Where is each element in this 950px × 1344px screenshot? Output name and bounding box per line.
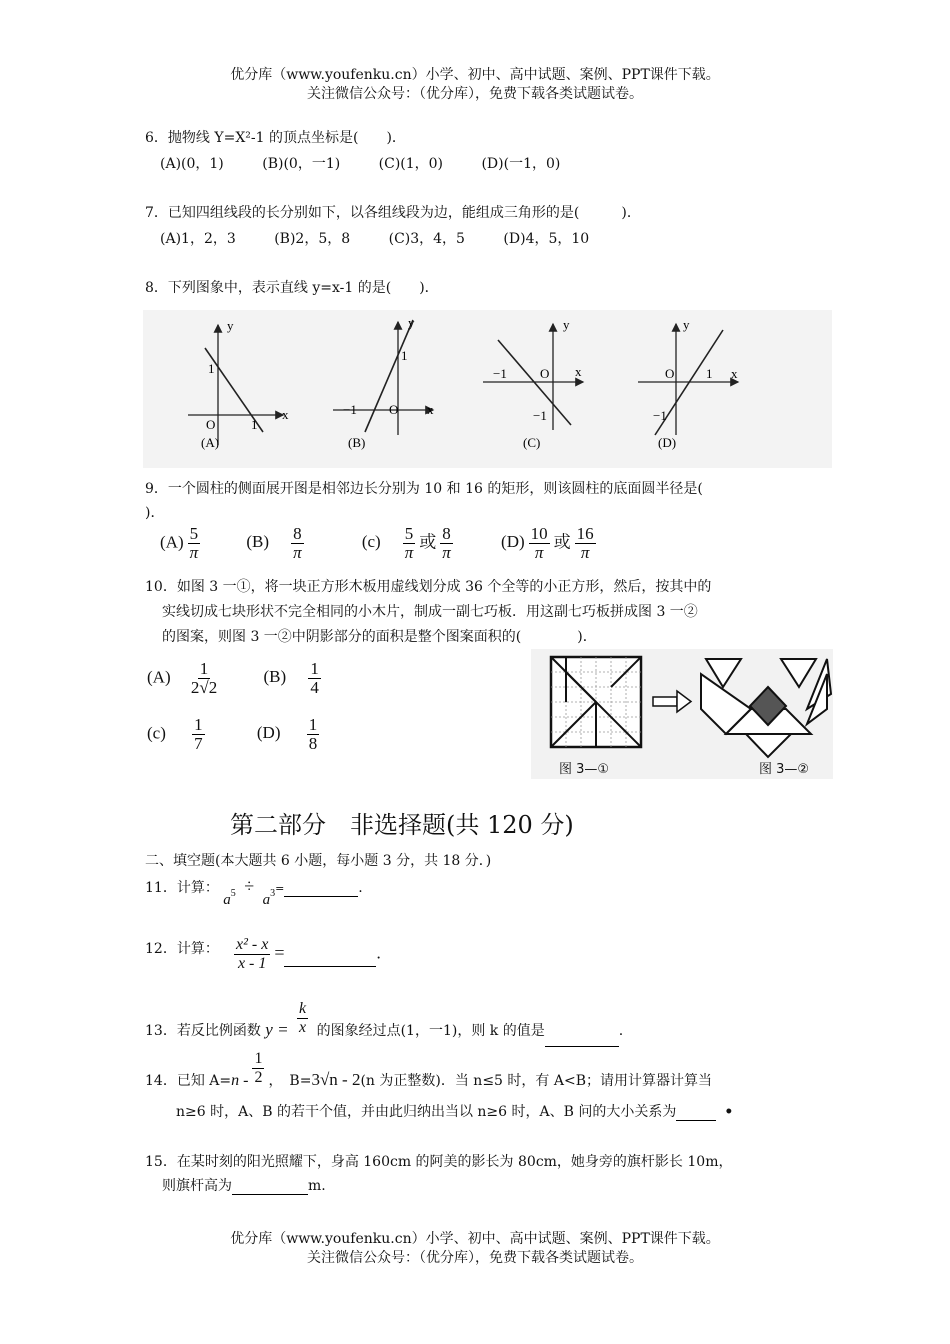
graph-a — [188, 318, 289, 450]
q10-option-b-fraction — [308, 660, 321, 697]
q12-num: x² - x — [236, 936, 269, 953]
graph-b — [333, 315, 434, 450]
q9-option-c-label: (c) — [361, 532, 381, 552]
q13-x: x — [299, 1019, 307, 1036]
graph-c — [483, 317, 583, 450]
q10-c-den: 7 — [194, 734, 203, 753]
q10-d-den: 8 — [308, 734, 318, 753]
q7-option-d: (D)4，5，10 — [503, 231, 590, 247]
q10-b-den: 4 — [310, 678, 319, 697]
q12-prefix: 12．计算： — [145, 941, 219, 957]
q9-stem-line1: 9．一个圆柱的侧面展开图是相邻边长分别为 10 和 16 的矩形，则该圆柱的底面圆半径是( — [145, 481, 703, 497]
q12-end: . — [376, 943, 381, 963]
q9-a-den: π — [189, 543, 199, 562]
arrow-icon — [653, 691, 691, 712]
q9-d2-num: 16 — [576, 524, 594, 543]
q13-answer-blank[interactable] — [545, 1032, 619, 1047]
q11-answer-blank[interactable] — [284, 882, 358, 897]
q8-stem: 8．下列图象中，表示直线 y=x-1 的是( )． — [145, 280, 439, 296]
q10-line2: 实线切成七块形状不完全相同的小木片，制成一副七巧板．用这副七巧板拼成图 3 一② — [162, 604, 698, 620]
q11-exp5: 5 — [230, 888, 236, 900]
graph-c-tick-y: −1 — [533, 408, 547, 423]
q15-line2 — [162, 1175, 326, 1195]
tangram-pattern — [701, 659, 831, 757]
q9-c-or: 或 — [419, 532, 437, 552]
q12-eq: = — [274, 942, 285, 963]
q9-c2-num: 8 — [442, 524, 451, 543]
graph-c-origin: O — [540, 366, 550, 381]
q10-option-c-fraction — [192, 716, 205, 753]
q9-option-b-fraction — [291, 525, 304, 562]
q7-option-a: (A)1，2，3 — [160, 231, 236, 247]
q10-option-b-label: (B) — [263, 667, 287, 687]
graph-c-tick-x: −1 — [493, 366, 507, 381]
graph-d-y: y — [683, 317, 690, 332]
figure-label-2: 图 3—② — [759, 762, 810, 777]
graph-d-origin: O — [665, 366, 675, 381]
graph-d-label: (D) — [658, 435, 677, 450]
header-line-2: 关注微信公众号：（优分库），免费下载各类试题试卷。 — [307, 86, 643, 102]
q6-stem: 6．抛物线 Y=X²-1 的顶点坐标是( )． — [145, 130, 406, 146]
q9-d2-den: π — [580, 543, 590, 562]
q7-option-c: (C)3，4，5 — [388, 231, 465, 247]
q14-b-expr: 3√n - 2 — [311, 1069, 361, 1089]
q10-a-num: 1 — [199, 659, 209, 678]
q11-div: ÷ — [244, 876, 255, 896]
graph-b-label: (B) — [348, 435, 366, 450]
q9-b-num: 8 — [293, 524, 302, 543]
q13-end: . — [618, 1022, 624, 1039]
q13-y: y = — [265, 1019, 289, 1039]
q14-two: 2 — [254, 1069, 263, 1086]
q11-end: . — [358, 880, 363, 896]
q10-c-num: 1 — [194, 715, 203, 734]
q14-answer-blank[interactable] — [676, 1106, 716, 1121]
q9-c2-den: π — [442, 543, 451, 562]
q7-stem: 7．已知四组线段的长分别如下，以各组线段为边，能组成三角形的是( )． — [145, 205, 641, 221]
graph-a-origin: O — [206, 417, 216, 432]
q9-option-d-frac2 — [575, 525, 596, 562]
q14-line2-text: n≥6 时，A、B 的若干个值，并由此归纳出当以 n≥6 时，A、B 问的大小关系为 — [176, 1104, 677, 1120]
q9-d1-num: 10 — [530, 524, 548, 543]
graph-a-tick-y: 1 — [208, 361, 215, 376]
q9-d1-den: π — [534, 543, 544, 562]
q6-option-a: (A)(0，1) — [160, 156, 224, 172]
q10-option-d-label: (D) — [256, 723, 281, 743]
q11-exp3: 3 — [270, 888, 276, 900]
q7-option-b: (B)2，5，8 — [274, 231, 351, 247]
graph-d — [638, 317, 738, 450]
q10-d-num: 1 — [308, 715, 318, 734]
graph-a-y: y — [227, 318, 234, 333]
q14-one: 1 — [254, 1050, 263, 1067]
q12-expression — [230, 936, 381, 973]
q9-c1-den: π — [404, 543, 414, 562]
q13-fraction — [297, 1000, 308, 1037]
q10-line3: 的图案，则图 3 一②中阴影部分的面积是整个图案面积的( )． — [162, 629, 597, 645]
graph-d-tick-x: 1 — [706, 366, 713, 381]
q8-graphs-figure — [143, 310, 832, 468]
q11-b: a — [262, 892, 271, 908]
graph-a-label: (A) — [201, 435, 220, 450]
q12-answer-blank[interactable] — [284, 962, 376, 967]
part2-title: 第二部分 非选择题(共 120 分) — [230, 811, 574, 839]
q15-line1: 15．在某时刻的阳光照耀下，身高 160cm 的阿美的影长为 80cm，她身旁的旗杆影长 10m， — [145, 1154, 733, 1170]
tangram-square — [551, 657, 641, 747]
q9-d-or: 或 — [553, 532, 571, 552]
q13-suffix: 的图象经过点(1，一1)，则 k 的值是 — [316, 1022, 545, 1039]
q15-line2-suffix: m. — [308, 1178, 326, 1194]
graph-d-x: x — [731, 366, 738, 381]
q11-a: a — [223, 892, 231, 908]
q14-n-minus: n - — [231, 1071, 249, 1089]
graph-b-x: x — [427, 402, 434, 417]
q10-options-row2 — [147, 716, 323, 753]
q10-options-row1 — [147, 660, 325, 697]
graph-c-label: (C) — [523, 435, 541, 450]
q14-fraction — [252, 1050, 264, 1087]
graph-b-origin: O — [389, 402, 399, 417]
graph-b-tick-y: 1 — [401, 348, 408, 363]
q14-rest1: (n 为正整数)．当 n≤5 时，有 A<B；请用计算器计算当 — [360, 1072, 712, 1089]
q14-b-part: ， B= — [268, 1072, 312, 1089]
q10-option-c-label: (c) — [147, 723, 166, 743]
q9-option-c-frac1 — [403, 525, 416, 562]
graph-b-y: y — [408, 315, 415, 330]
q9-option-a-label: (A) — [160, 532, 184, 552]
q9-option-d-label: (D) — [501, 532, 525, 552]
q15-line2-prefix: 则旗杆高为 — [162, 1178, 232, 1194]
q10-tangram-figure — [531, 649, 833, 779]
q10-b-num: 1 — [310, 659, 319, 678]
q12-fraction — [234, 936, 270, 973]
q9-b-den: π — [293, 543, 302, 562]
q11-eq: = — [275, 882, 285, 895]
footer-line-2: 关注微信公众号：（优分库），免费下载各类试题试卷。 — [307, 1250, 643, 1266]
q10-option-a-label: (A) — [147, 667, 171, 687]
q9-c1-num: 5 — [404, 524, 414, 543]
q9-option-c-frac2 — [440, 525, 453, 562]
q12-den: x - 1 — [237, 955, 267, 972]
q9-a-num: 5 — [189, 524, 199, 543]
q6-options — [160, 153, 594, 173]
q6-option-d: (D)(一1，0) — [481, 156, 561, 172]
q10-a-den: 2√2 — [190, 678, 218, 697]
footer-line-1: 优分库（www.youfenku.cn）小学、初中、高中试题、案例、PPT课件下载。 — [230, 1231, 720, 1247]
q9-stem-line2: )． — [145, 505, 165, 521]
q9-option-b-label: (B) — [246, 532, 270, 552]
header-line-1: 优分库（www.youfenku.cn）小学、初中、高中试题、案例、PPT课件下载。 — [230, 67, 720, 83]
q9-option-d-frac1 — [529, 525, 550, 562]
q9-options — [160, 525, 600, 562]
graph-d-tick-y: −1 — [653, 408, 667, 423]
q11-prefix: 11．计算： — [145, 880, 219, 896]
section-heading: 二、填空题(本大题共 6 小题，每小题 3 分，共 18 分．) — [145, 853, 492, 869]
figure-label-1: 图 3—① — [559, 762, 610, 777]
q6-option-c: (C)(1，0) — [378, 156, 444, 172]
q10-option-a-fraction — [189, 660, 219, 697]
q10-line1: 10．如图 3 一①，将一块正方形木板用虚线划分成 36 个全等的小正方形，然后，按其中的 — [145, 579, 712, 595]
q11 — [145, 876, 363, 908]
q9-option-a-fraction — [188, 525, 201, 562]
q7-options — [160, 228, 623, 248]
q13-k: k — [299, 1000, 307, 1017]
q10-option-d-fraction — [307, 716, 320, 753]
q14-line2 — [176, 1101, 733, 1121]
q15-answer-blank[interactable] — [232, 1180, 308, 1195]
q13 — [145, 1000, 623, 1037]
graph-c-x: x — [575, 364, 582, 379]
q14-line1 — [145, 1050, 712, 1087]
q14-end: • — [724, 1104, 734, 1120]
q13-prefix: 13．若反比例函数 — [145, 1022, 261, 1039]
q6-option-b: (B)(0，一1) — [262, 156, 341, 172]
graph-b-tick-x: −1 — [343, 402, 357, 417]
graph-c-y: y — [563, 317, 570, 332]
graph-a-x: x — [282, 407, 289, 422]
graph-a-tick-x: 1 — [251, 417, 258, 432]
q14-prefix: 14．已知 A= — [145, 1072, 232, 1089]
